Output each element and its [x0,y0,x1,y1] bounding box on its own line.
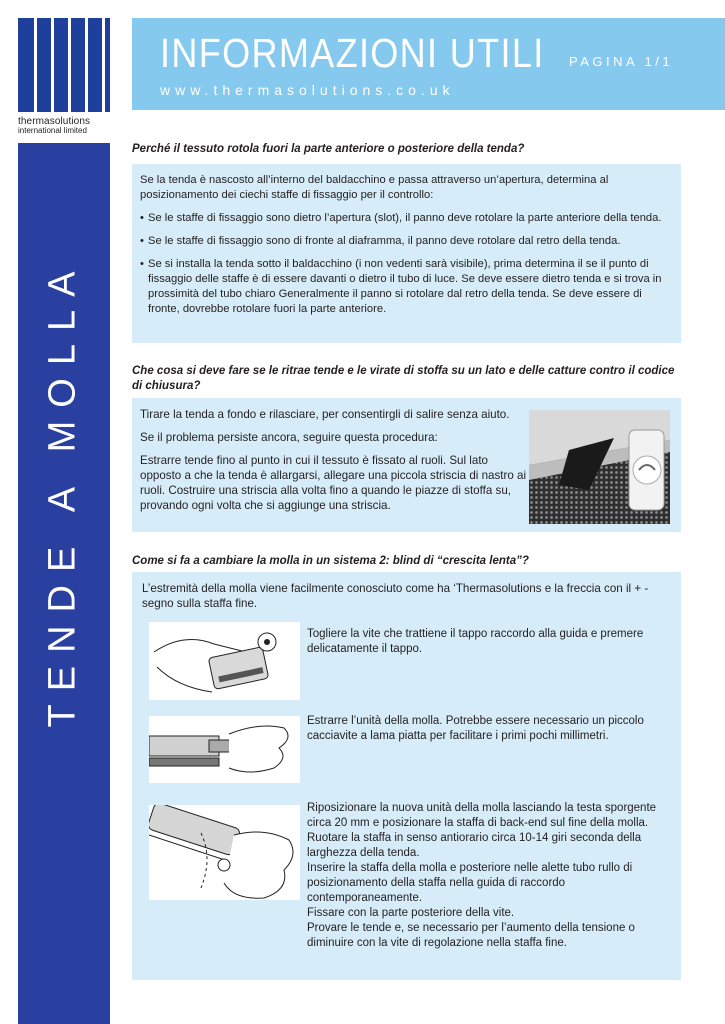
step-1-illustration [149,622,300,700]
sidebar [18,143,110,1024]
answer-panel-3 [132,572,681,980]
step-2-text: Estrarre l’unità della molla. Potrebbe essere necessario un piccolo cacciavite a lama piatta per facilitare i primi pochi millimetri. [307,715,644,742]
bullet-text: Se le staffe di fissaggio sono di fronte al diaframma, il panno deve rotolare dal retro della tenda. [148,235,621,247]
step-1-text: Togliere la vite che trattiene il tappo raccordo alla guida e premere delicatamente il tappo. [307,628,644,655]
answer-1-bullet: • Se le staffe di fissaggio sono di fronte al diaframma, il panno deve rotolare dal retro della tenda. [140,235,621,247]
step-3-text: Riposizionare la nuova unità della molla lasciando la testa sporgente circa 20 mm e posizionare la staffa di back-end sul fine della molla. Ruotare la staffa in senso antiorario circa 10-14 giri seconda della larghezza della tenda. Inserire la staffa della molla e posteriore nelle alette tubo rullo di posizionamento della staffa nella guida di raccordo contemporaneamente. Fissare con la parte posteriore della vite. Provare le tende e, se necessario per l’aumento della tensione o diminuire con la vite di regolazione nella staffa fine. [307,802,657,949]
answer-2-para: Estrarre tende fino al punto in cui il tessuto è fissato al ruoli. Sul lato opposto a che la tenda è allargarsi, allegare una piccola striscia di nastro ai ruoli. Costruire una striscia alla volta fino a quando le piazze di stoffa su, provando ogni volta che si aggiunge una striscia. [140,454,527,512]
question-1: Perché il tessuto rotola fuori la parte anteriore o posteriore della tenda? [132,143,525,155]
page-number: PAGINA 1/1 [569,54,674,69]
bullet-text: Se si installa la tenda sotto il baldacchino (i non vedenti sarà visibile), prima determina il se il punto di fissaggio delle staffe è di essere davanti o dietro il tubo di luce. Se deve essere dietro tenda e si trova in prossimità del tubo chiaro Generalmente il panno si rotolare dal retro della tenda. Se deve essere di fronte, dovrebbe rotolare fuori la parte anteriore. [148,258,662,315]
answer-panel-2 [132,398,681,532]
answer-1-bullet: • Se si installa la tenda sotto il baldacchino (i non vedenti sarà visibile), prima determina il se il punto di fissaggio delle staffe è di essere davanti o dietro il tubo di luce. Se deve essere dietro tenda e si trova in prossimità del tubo chiaro Generalmente il panno si rotolare dal retro della tenda. Se deve essere di fronte, dovrebbe rotolare fuori la parte anteriore. [140,257,669,317]
blind-roller-photo [529,410,670,524]
step-3-illustration [149,805,300,900]
brand-name: thermasolutions [18,116,91,127]
answer-panel-1 [132,164,681,343]
question-3: Come si fa a cambiare la molla in un sistema 2: blind di “crescita lenta”? [132,555,529,567]
sidebar-title: TENDE A MOLLA [41,258,84,728]
bullet-text: Se le staffe di fissaggio sono dietro l’apertura (slot), il panno deve rotolare la parte anteriore della tenda. [148,212,662,224]
page-header [132,18,725,110]
brand-subtitle: international limited [18,126,87,135]
question-2: Che cosa si deve fare se le ritrae tende e le virate di stoffa su un lato e delle catture contro il codice di chiusura? [132,365,675,392]
answer-2-para: Se il problema persiste ancora, seguire questa procedura: [140,431,438,444]
answer-3-intro: L’estremità della molla viene facilmente conosciuto come ha ‘Thermasolutions e la freccia con il + - segno sulla staffa fine. [142,582,649,610]
answer-1-bullet: • Se le staffe di fissaggio sono dietro l’apertura (slot), il panno deve rotolare la parte anteriore della tenda. [140,212,662,224]
page-title: INFORMAZIONI UTILI [160,30,545,76]
answer-1-intro: Se la tenda è nascosto all’interno del baldacchino e passa attraverso un’apertura, determina al posizionamento dei ciechi staffe di fissaggio per il controllo: [140,174,609,201]
website-link[interactable]: www.thermasolutions.co.uk [160,82,455,98]
company-logo [18,18,110,112]
step-2-illustration [149,716,300,783]
brand-block [18,116,118,135]
answer-2-para: Tirare la tenda a fondo e rilasciare, per consentirgli di salire senza aiuto. [140,408,510,421]
